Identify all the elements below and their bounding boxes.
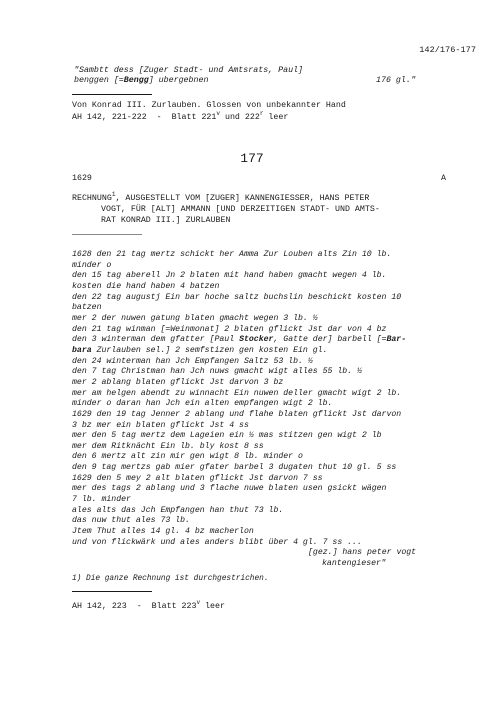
transcription-line: 3 bz mer ein blaten gflickt Jst 4 ss [72,420,249,430]
transcription-line: das nuw thut ales 73 lb. [72,516,190,526]
quote-amount: 176 gl." [376,76,416,85]
transcription-line: minder o [72,260,112,270]
divider-rule-1 [72,94,152,95]
transcription-line: den 22 tag augustj Ein bar hoche saltz buchslin beschickt kosten 10 [72,292,402,302]
signature-line-1: [gez.] hans peter vogt [308,548,417,557]
heading-line-3: RAT KONRAD III.] ZURLAUBEN [101,216,231,225]
signature-line-2: kantengieser" [322,559,386,568]
transcription-line: Jtem Thut alles 14 gl. 4 bz macherlon [72,527,254,537]
transcription-body [72,250,406,548]
transcription-line: bara Zurlauben sel.] 2 semfstizen gen kosten Ein gl. [72,345,328,355]
source-note-line-1: Von Konrad III. Zurlauben. Glossen von unbekannter Hand [72,101,346,110]
transcription-line: mer den 5 tag mertz dem Lageien ein ½ mas stitzen gen wigt 2 lb [72,431,382,441]
heading-line-2: VOGT, FÜR [ALT] AMMANN [UND DERZEITIGEN STADT- UND AMTS- [101,205,380,214]
transcription-line: mer des tags 2 ablang und 3 flache nuwe blaten usen gsickt wägen [72,484,387,494]
transcription-line: und von flickwärk und ales anders blibt über 4 gl. 7 ss ... [72,537,362,547]
transcription-line: den 15 tag aberell Jn 2 blaten mit hand haben gmacht wegen 4 lb. [72,271,387,281]
transcription-line: 1628 den 21 tag mertz schickt her Amma Zur Louben alts Zin 10 lb. [72,250,392,259]
transcription-line: 1629 den 19 tag Jenner 2 ablang und flahe blaten gflickt Jst darvon [72,409,402,419]
heading-line-1: RECHNUNG$^1$, AUSGESTELLT VOM [ZUGER] KANNENGIESSER, HANS PETER [72,191,370,203]
document-letter: A [441,174,446,183]
transcription-line: minder o daran han Jch ein alten empfangen wigt 2 lb. [72,399,333,409]
quote-line-2: benggen [=Bengg] ubergebnen 176 gl." [74,76,416,85]
transcription-line: den 9 tag mertzs gab mier gfater barbel 3 dugaten thut 10 gl. 5 ss [72,463,397,473]
transcription-line: den 6 mertz alt zin mir gen wigt 8 lb. minder o [72,452,303,462]
transcription-line: mer 2 ablang blaten gflickt Jst darvon 3 bz [72,377,284,387]
transcription-line: ales alts das Jch Empfangen han thut 73 lb. [72,505,284,515]
transcription-line: batzen [72,303,102,313]
transcription-line: 7 lb. minder [72,495,131,505]
transcription-line: den 7 tag Christman han Jch nuws gmacht wigt alles 55 lb. ½ [72,367,362,377]
footnote-marker: 1 [111,191,116,199]
transcription-line: den 24 winterman han Jch Empfangen Saltz 53 lb. ½ [72,356,313,366]
document-year: 1629 [72,174,92,183]
transcription-line: mer dem Ritknächt Ein lb. bly kost 8 ss [72,441,264,451]
quote-line-1: "Sambtt dess [Zuger Stadt- und Amtsrats, Paul] [74,66,304,75]
transcription-line: mer 2 der nuwen gatung blaten gmacht wegen 3 lb. ½ [72,313,318,323]
quote-bold-name: Bengg [123,76,149,85]
transcription-line: den 21 tag winman [=Weinmonat] 2 blaten gflickt Jst dar von 4 bz [72,324,387,334]
footnote: 1) Die ganze Rechnung ist durchgestrichen. [72,575,269,583]
transcription-line: mer am helgen abendt zu winnacht Ein nuwen deller gmacht wigt 2 lb. [72,388,402,398]
document-number: 177 [240,151,264,166]
footer-source-note: AH 142, 223 - Blatt 223$^v$ leer [72,599,225,611]
divider-rule-3 [72,591,152,592]
transcription-line: 1629 den 5 mey 2 alt blaten gflickt Jst darvon 7 ss [72,473,323,483]
source-note-line-2: AH 142, 221-222 - Blatt 221$^v$ und 222$^r$ leer [72,110,289,122]
transcription-line: kosten die hand haben 4 batzen [72,281,220,291]
page-reference: 142/176-177 [419,45,476,55]
transcription-line: den 3 winterman dem gfatter [Paul Stocker, Gatte der] barbell [=Bar- [72,335,407,345]
divider-rule-2 [72,234,142,235]
